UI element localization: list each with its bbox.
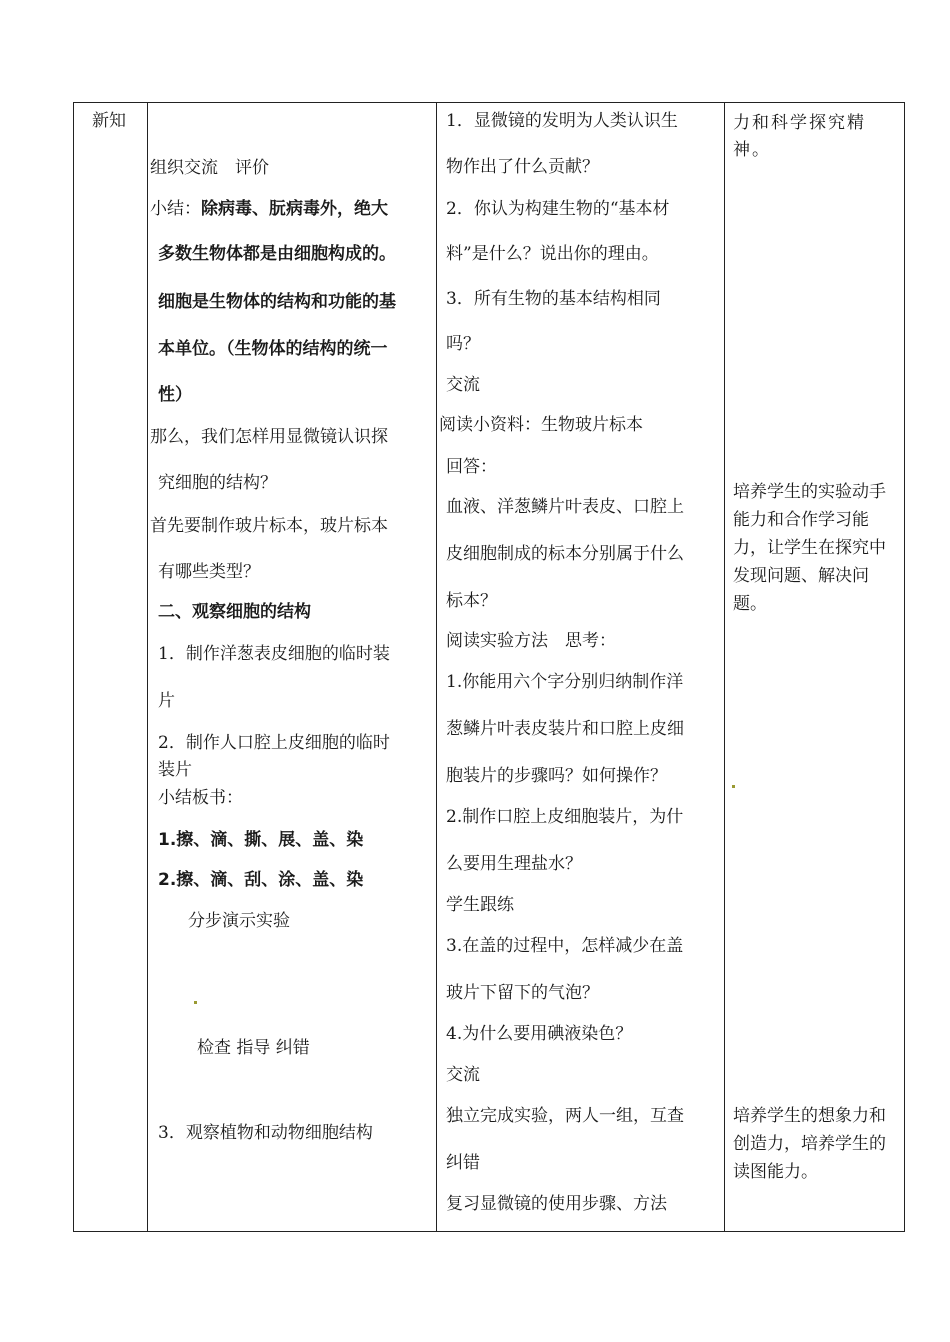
goal-1: 力和科学探究精神。 bbox=[733, 113, 866, 160]
practice-text: 学生跟练 bbox=[446, 895, 514, 915]
answer-line-1: 血液、洋葱鳞片叶表皮、口腔上 bbox=[446, 497, 684, 517]
question-line-2: 究细胞的结构？ bbox=[158, 473, 277, 493]
method4-text: 4.为什么要用碘液染色？ bbox=[446, 1024, 633, 1044]
summary-line-4: 本单位。（生物体的结构的统一 bbox=[158, 339, 388, 359]
column-divider-1 bbox=[147, 103, 148, 1231]
answer-label: 回答： bbox=[446, 457, 497, 477]
independent-line-1: 独立完成实验，两人一组，互查 bbox=[446, 1106, 684, 1126]
step2-line-1: 2．制作人口腔上皮细胞的临时 bbox=[158, 733, 390, 753]
method1-line-1: 1.你能用六个字分别归纳制作洋 bbox=[446, 672, 684, 692]
q3-line-1: 3．所有生物的基本结构相同 bbox=[446, 289, 661, 309]
summary-line-1 bbox=[150, 198, 388, 220]
q1-line-2: 物作出了什么贡献？ bbox=[446, 157, 599, 177]
summary-line-2: 多数生物体都是由细胞构成的。 bbox=[158, 244, 396, 264]
step3-text: 3．观察植物和动物细胞结构 bbox=[158, 1123, 373, 1143]
review-text: 复习显微镜的使用步骤、方法 bbox=[446, 1194, 667, 1214]
exchange-2: 交流 bbox=[446, 1065, 480, 1085]
reading-text: 阅读小资料：生物玻片标本 bbox=[439, 415, 643, 435]
slide-intro-line-1: 首先要制作玻片标本，玻片标本 bbox=[150, 516, 388, 536]
column-divider-2 bbox=[436, 103, 437, 1231]
step1-line-2: 片 bbox=[158, 691, 175, 711]
q3-line-2: 吗？ bbox=[446, 334, 480, 354]
method-text: 阅读实验方法 思考： bbox=[446, 631, 616, 651]
summary-prefix: 小结： bbox=[150, 199, 201, 219]
q1-line-1: 1．显微镜的发明为人类认识生 bbox=[446, 111, 678, 131]
demo-text: 分步演示实验 bbox=[188, 911, 290, 931]
question-line-1: 那么，我们怎样用显微镜认识探 bbox=[150, 427, 388, 447]
summary-line-5: 性） bbox=[158, 385, 192, 405]
scan-speck bbox=[732, 785, 735, 788]
step2-line-2: 装片 bbox=[158, 760, 192, 780]
board-step-2: 2.擦、滴、刮、涂、盖、染 bbox=[158, 870, 364, 890]
method3-line-2: 玻片下留下的气泡？ bbox=[446, 983, 599, 1003]
check-text: 检查 指导 纠错 bbox=[197, 1038, 310, 1058]
method3-line-1: 3.在盖的过程中，怎样减少在盖 bbox=[446, 936, 684, 956]
summary-bold-1: 除病毒、朊病毒外，绝大 bbox=[201, 199, 388, 219]
scan-speck bbox=[194, 1001, 197, 1004]
goal-2: 培养学生的实验动手能力和合作学习能力，让学生在探究中发现问题、解决问题。 bbox=[733, 482, 886, 614]
method2-line-1: 2.制作口腔上皮细胞装片，为什 bbox=[446, 807, 684, 827]
stage-label: 新知 bbox=[92, 111, 126, 131]
independent-line-2: 纠错 bbox=[446, 1153, 480, 1173]
q2-line-1: 2．你认为构建生物的“基本材 bbox=[446, 199, 670, 219]
column-divider-3 bbox=[724, 103, 725, 1231]
answer-line-2: 皮细胞制成的标本分别属于什么 bbox=[446, 544, 684, 564]
board-step-1: 1.擦、滴、撕、展、盖、染 bbox=[158, 830, 364, 850]
method1-line-3: 胞装片的步骤吗？如何操作？ bbox=[446, 766, 667, 786]
answer-line-3: 标本？ bbox=[446, 591, 497, 611]
board-summary: 小结板书： bbox=[158, 788, 243, 808]
q2-line-2: 料”是什么？说出你的理由。 bbox=[446, 244, 659, 264]
organize-text: 组织交流 评价 bbox=[150, 158, 269, 178]
exchange-1: 交流 bbox=[446, 375, 480, 395]
method2-line-2: 么要用生理盐水？ bbox=[446, 854, 582, 874]
section-heading: 二、观察细胞的结构 bbox=[158, 602, 311, 622]
goal-3: 培养学生的想象力和创造力，培养学生的读图能力。 bbox=[733, 1106, 886, 1182]
method1-line-2: 葱鳞片叶表皮装片和口腔上皮细 bbox=[446, 719, 684, 739]
lesson-plan-table bbox=[73, 102, 905, 1232]
slide-intro-line-2: 有哪些类型？ bbox=[158, 562, 260, 582]
step1-line-1: 1．制作洋葱表皮细胞的临时装 bbox=[158, 644, 390, 664]
summary-line-3: 细胞是生物体的结构和功能的基 bbox=[158, 292, 396, 312]
